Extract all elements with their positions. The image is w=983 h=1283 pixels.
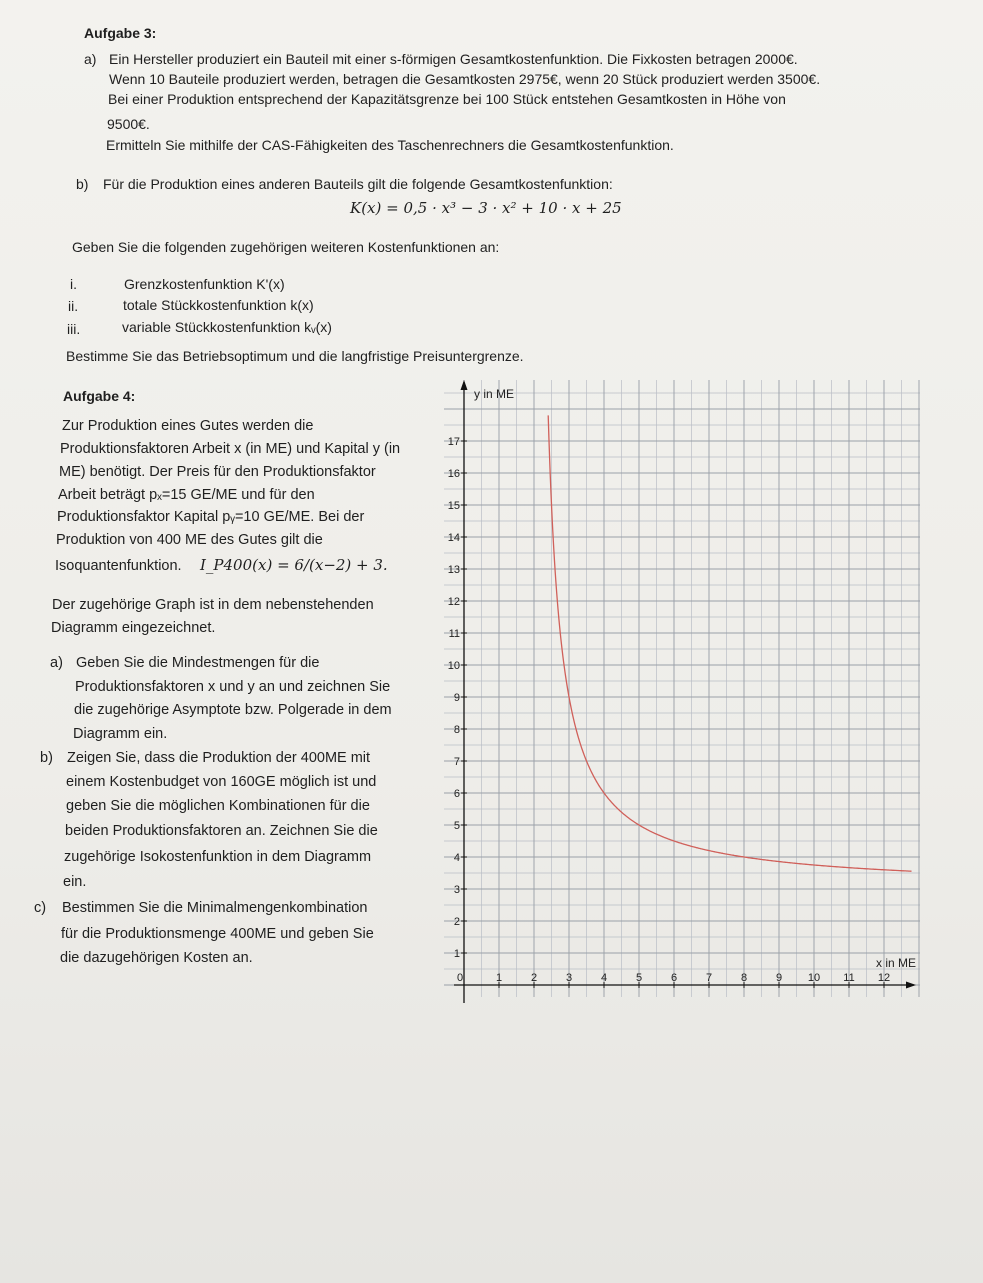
aufgabe4-c-marker: c) bbox=[34, 900, 47, 916]
x-axis-arrow bbox=[906, 982, 916, 989]
list-number: iii. bbox=[67, 321, 81, 337]
list-item: Grenzkostenfunktion K'(x) bbox=[124, 276, 285, 292]
aufgabe4-b-line: ein. bbox=[63, 874, 87, 890]
chart-grid-major bbox=[444, 380, 920, 997]
aufgabe4-a-line: Diagramm ein. bbox=[73, 726, 168, 742]
y-tick-label: 3 bbox=[453, 884, 460, 896]
x-tick-label: 8 bbox=[740, 972, 748, 984]
x-tick-label: 9 bbox=[775, 972, 783, 984]
x-tick-label: 11 bbox=[843, 972, 855, 984]
y-axis-label: y in ME bbox=[474, 387, 515, 401]
y-tick-label: 7 bbox=[453, 756, 460, 768]
aufgabe3-b-marker: b) bbox=[76, 176, 89, 192]
list-item: variable Stückkostenfunktion kᵥ(x) bbox=[122, 319, 332, 335]
y-tick-label: 14 bbox=[447, 532, 460, 544]
aufgabe4-intro-line: ME) benötigt. Der Preis für den Produktionsfaktor bbox=[59, 464, 376, 480]
x-tick-label: 4 bbox=[600, 972, 608, 984]
aufgabe3-b-final: Bestimme Sie das Betriebsoptimum und die langfristige Preisuntergrenze. bbox=[66, 348, 524, 364]
aufgabe4-a-line: die zugehörige Asymptote bzw. Polgerade in dem bbox=[74, 702, 392, 718]
aufgabe3-a-line: 9500€. bbox=[107, 116, 150, 132]
aufgabe4-b-line: Zeigen Sie, dass die Produktion der 400ME mit bbox=[67, 750, 371, 766]
y-tick-label: 13 bbox=[447, 564, 460, 576]
aufgabe3-a-line: Ermitteln Sie mithilfe der CAS-Fähigkeiten des Taschenrechners die Gesamtkostenfunktion. bbox=[106, 137, 674, 153]
x-tick-label: 5 bbox=[635, 972, 643, 984]
isoquant-formula: I_P400(x) = 6/(x−2) + 3. bbox=[200, 556, 388, 574]
y-tick-label: 11 bbox=[448, 628, 460, 640]
list-number: i. bbox=[70, 276, 77, 292]
x-axis-label: x in ME bbox=[876, 956, 917, 970]
y-tick-label: 6 bbox=[453, 788, 460, 800]
aufgabe3-a-marker: a) bbox=[84, 51, 97, 67]
aufgabe4-a-line: Produktionsfaktoren x und y an und zeichnen Sie bbox=[75, 679, 391, 695]
aufgabe4-c-line: Bestimmen Sie die Minimalmengenkombination bbox=[62, 900, 368, 916]
y-tick-label: 15 bbox=[447, 500, 460, 512]
x-tick-label: 10 bbox=[807, 972, 821, 984]
x-tick-label: 7 bbox=[705, 972, 713, 984]
x-tick-label: 12 bbox=[877, 972, 891, 984]
y-axis-arrow bbox=[461, 380, 468, 390]
y-tick-label: 12 bbox=[447, 596, 460, 608]
isoquant-label: Isoquantenfunktion. bbox=[55, 558, 182, 574]
aufgabe4-b-marker: b) bbox=[40, 750, 53, 766]
aufgabe4-b-line: einem Kostenbudget von 160GE möglich ist und bbox=[66, 774, 377, 790]
isoquant-chart bbox=[430, 370, 940, 1005]
x-tick-label: 2 bbox=[530, 972, 538, 984]
aufgabe4-b-line: zugehörige Isokostenfunktion in dem Diagramm bbox=[64, 849, 372, 865]
aufgabe4-c-line: für die Produktionsmenge 400ME und geben Sie bbox=[61, 926, 374, 942]
aufgabe4-b-line: beiden Produktionsfaktoren an. Zeichnen Sie die bbox=[65, 823, 378, 839]
y-tick-label: 2 bbox=[453, 916, 460, 928]
y-tick-label: 8 bbox=[453, 724, 460, 736]
aufgabe3-a-line: Bei einer Produktion entsprechend der Kapazitätsgrenze bei 100 Stück entstehen Gesamtkosten in Höhe von bbox=[108, 91, 786, 107]
chart-curve-group bbox=[548, 415, 911, 871]
y-tick-label: 1 bbox=[453, 948, 460, 960]
aufgabe4-title: Aufgabe 4: bbox=[63, 388, 136, 404]
y-tick-label: 17 bbox=[447, 436, 460, 448]
aufgabe3-b-instruction: Geben Sie die folgenden zugehörigen weiteren Kostenfunktionen an: bbox=[72, 239, 500, 255]
aufgabe4-a-marker: a) bbox=[50, 655, 63, 671]
y-tick-label: 4 bbox=[453, 852, 460, 864]
y-tick-label: 10 bbox=[447, 660, 460, 672]
list-number: ii. bbox=[68, 298, 79, 314]
aufgabe4-intro-line: Zur Produktion eines Gutes werden die bbox=[62, 418, 314, 434]
y-tick-label: 5 bbox=[453, 820, 460, 832]
y-tick-label: 9 bbox=[453, 692, 460, 704]
aufgabe3-b-intro: Für die Produktion eines anderen Bauteils gilt die folgende Gesamtkostenfunktion: bbox=[103, 176, 613, 192]
list-item: totale Stückkostenfunktion k(x) bbox=[123, 297, 314, 313]
aufgabe4-intro-line: Produktion von 400 ME des Gutes gilt die bbox=[56, 532, 323, 548]
aufgabe3-title: Aufgabe 3: bbox=[84, 25, 157, 41]
aufgabe4-b-line: geben Sie die möglichen Kombinationen für die bbox=[66, 798, 370, 814]
aufgabe4-intro-line: Arbeit beträgt pₓ=15 GE/ME und für den bbox=[58, 487, 315, 503]
aufgabe4-c-line: die dazugehörigen Kosten an. bbox=[60, 950, 253, 966]
aufgabe3-a-line: Wenn 10 Bauteile produziert werden, betragen die Gesamtkosten 2975€, wenn 20 Stück produziert werden 3500€. bbox=[109, 71, 821, 87]
cost-formula: K(x) = 0,5 · x³ − 3 · x² + 10 · x + 25 bbox=[350, 199, 622, 217]
x-tick-label: 6 bbox=[670, 972, 678, 984]
y-tick-label: 16 bbox=[447, 468, 460, 480]
aufgabe4-intro-line: Produktionsfaktoren Arbeit x (in ME) und Kapital y (in bbox=[60, 441, 401, 457]
chart-axes bbox=[454, 380, 916, 1003]
aufgabe4-graph-line: Der zugehörige Graph ist in dem nebenstehenden bbox=[52, 597, 374, 613]
aufgabe3-a-line: Ein Hersteller produziert ein Bauteil mit einer s-förmigen Gesamtkostenfunktion. Die Fixkosten betragen 2000€. bbox=[109, 51, 798, 67]
x-tick-label: 3 bbox=[565, 972, 573, 984]
x-tick-label: 1 bbox=[495, 972, 503, 984]
x-tick-label: 0 bbox=[456, 972, 464, 984]
aufgabe4-intro-line: Produktionsfaktor Kapital pᵧ=10 GE/ME. Bei der bbox=[57, 509, 365, 525]
aufgabe4-graph-line: Diagramm eingezeichnet. bbox=[51, 620, 216, 636]
isoquant-curve bbox=[548, 415, 911, 871]
aufgabe4-a-line: Geben Sie die Mindestmengen für die bbox=[76, 655, 320, 671]
